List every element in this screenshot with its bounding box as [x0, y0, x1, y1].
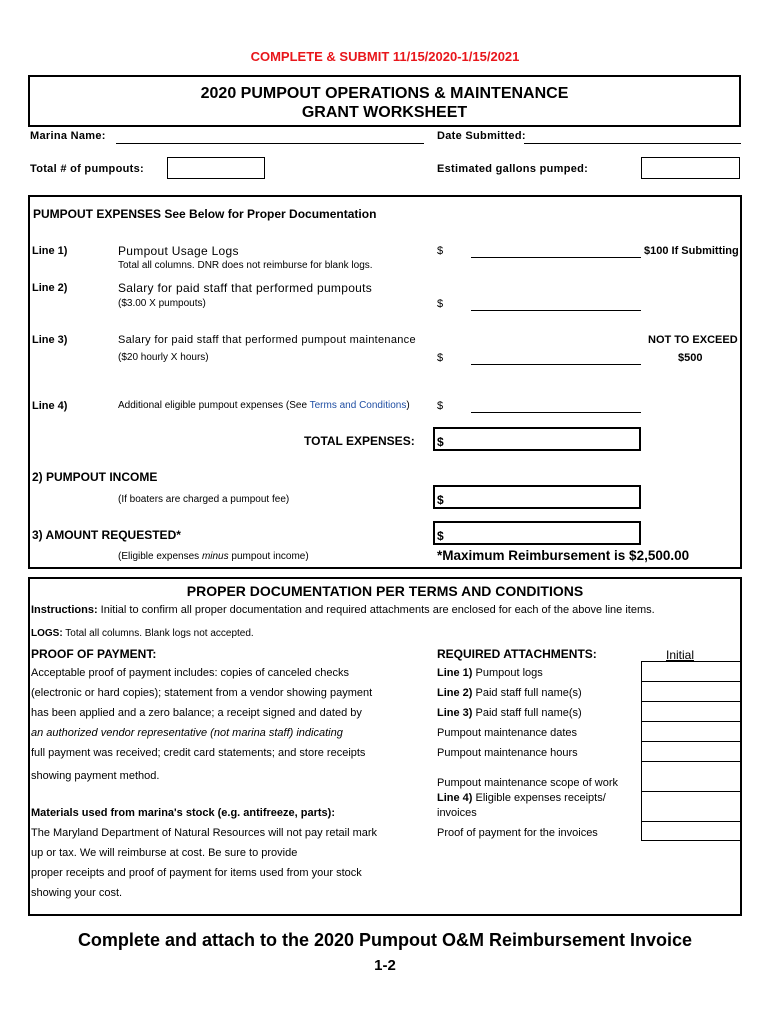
terms-link[interactable]: Terms and Conditions — [309, 400, 407, 411]
proof-line: (electronic or hard copies); statement from a vendor showing payment — [31, 687, 373, 699]
date-submitted-field[interactable] — [524, 143, 741, 144]
estimated-gallons-label: Estimated gallons pumped: — [437, 163, 589, 175]
requested-dollar: $ — [437, 529, 444, 543]
line1-dollar: $ — [437, 245, 444, 257]
initial-box-line3-scope[interactable] — [641, 761, 741, 791]
income-field[interactable] — [433, 485, 641, 509]
income-heading: 2) PUMPOUT INCOME — [32, 470, 158, 484]
line2-sub: ($3.00 X pumpouts) — [118, 298, 206, 309]
attachment-item: Pumpout maintenance dates — [437, 727, 578, 739]
materials-line: up or tax. We will reimburse at cost. Be sure to provide — [31, 847, 298, 859]
submission-banner: COMPLETE & SUBMIT 11/15/2020-1/15/2021 — [250, 49, 520, 64]
line1-sub: Total all columns. DNR does not reimburse for blank logs. — [118, 260, 373, 271]
initial-box-line3-names[interactable] — [641, 701, 741, 721]
proof-line: full payment was received; credit card statements; and store receipts — [31, 747, 366, 759]
materials-line: proper receipts and proof of payment for items used from your stock — [31, 867, 362, 879]
requested-field[interactable] — [433, 521, 641, 545]
line1-desc: Pumpout Usage Logs — [118, 244, 239, 258]
instructions: Instructions: Initial to confirm all proper documentation and required attachments are enclosed for each of the above line items. — [31, 604, 655, 616]
proof-line: an authorized vendor representative (not marina staff) indicating — [31, 727, 343, 739]
page-number: 1-2 — [374, 957, 396, 974]
line2-amount-field[interactable] — [471, 310, 641, 311]
line3-sub: ($20 hourly X hours) — [118, 352, 209, 363]
total-pumpouts-label: Total # of pumpouts: — [30, 163, 144, 175]
proof-line: Acceptable proof of payment includes: copies of canceled checks — [31, 667, 349, 679]
income-dollar: $ — [437, 493, 444, 507]
page-title: 2020 PUMPOUT OPERATIONS & MAINTENANCE — [200, 85, 569, 102]
page-subtitle: GRANT WORKSHEET — [301, 104, 468, 121]
attachment-item: Pumpout maintenance scope of work — [437, 777, 618, 789]
requested-sub: (Eligible expenses minus pumpout income) — [118, 551, 309, 562]
attachment-item: Line 2) Paid staff full name(s) — [437, 687, 582, 699]
initial-box-line1[interactable] — [641, 661, 741, 681]
initial-box-line4-proof[interactable] — [641, 821, 741, 841]
attachment-item: Line 3) Paid staff full name(s) — [437, 707, 582, 719]
attachment-item: Line 1) Pumpout logs — [437, 667, 543, 679]
attachment-item: Pumpout maintenance hours — [437, 747, 578, 759]
documentation-heading: PROPER DOCUMENTATION PER TERMS AND CONDITIONS — [186, 583, 584, 599]
line3-note-limit: $500 — [678, 352, 703, 364]
line3-dollar: $ — [437, 352, 444, 364]
line2-desc: Salary for paid staff that performed pumpouts — [118, 281, 373, 295]
line4-label: Line 4) — [32, 400, 68, 412]
attachment-item: Line 4) Eligible expenses receipts/ — [437, 792, 606, 804]
attachment-item: Proof of payment for the invoices — [437, 827, 598, 839]
line2-label: Line 2) — [32, 282, 68, 294]
income-sub: (If boaters are charged a pumpout fee) — [118, 494, 290, 505]
requested-heading: 3) AMOUNT REQUESTED* — [32, 528, 181, 542]
estimated-gallons-field[interactable] — [641, 157, 740, 179]
line4-amount-field[interactable] — [471, 412, 641, 413]
line3-note-not-to-exceed: NOT TO EXCEED — [648, 334, 738, 346]
total-expenses-dollar: $ — [437, 435, 444, 449]
expenses-heading: PUMPOUT EXPENSES See Below for Proper Documentation — [33, 207, 377, 221]
line3-amount-field[interactable] — [471, 364, 641, 365]
line1-label: Line 1) — [32, 245, 68, 257]
title-box — [28, 75, 741, 127]
materials-heading: Materials used from marina's stock (e.g. antifreeze, parts): — [31, 807, 335, 819]
initial-box-line2[interactable] — [641, 681, 741, 701]
total-pumpouts-field[interactable] — [167, 157, 265, 179]
line4-dollar: $ — [437, 400, 444, 412]
date-submitted-label: Date Submitted: — [437, 130, 526, 142]
attachments-heading: REQUIRED ATTACHMENTS: — [437, 647, 597, 661]
initial-box-line3-dates[interactable] — [641, 721, 741, 741]
total-expenses-field[interactable] — [433, 427, 641, 451]
materials-line: showing your cost. — [31, 887, 123, 899]
proof-line: showing payment method. — [31, 770, 160, 782]
max-reimbursement-note: *Maximum Reimbursement is $2,500.00 — [437, 548, 690, 563]
initial-box-line3-hours[interactable] — [641, 741, 741, 761]
line2-dollar: $ — [437, 298, 444, 310]
initial-box-line4-receipts[interactable] — [641, 791, 741, 821]
line3-desc: Salary for paid staff that performed pumpout maintenance — [118, 334, 416, 346]
proof-heading: PROOF OF PAYMENT: — [31, 647, 157, 661]
marina-name-label: Marina Name: — [30, 130, 106, 142]
line4-desc: Additional eligible pumpout expenses (See Terms and Conditions) — [118, 400, 410, 411]
attachment-item: invoices — [437, 807, 477, 819]
proof-line: has been applied and a zero balance; a receipt signed and dated by — [31, 707, 362, 719]
initial-label: Initial — [666, 648, 695, 662]
marina-name-field[interactable] — [116, 143, 424, 144]
line3-label: Line 3) — [32, 334, 68, 346]
line1-amount-field[interactable] — [471, 257, 641, 258]
footer-title: Complete and attach to the 2020 Pumpout O&M Reimbursement Invoice — [77, 930, 693, 950]
logs-note: LOGS: Total all columns. Blank logs not accepted. — [31, 628, 254, 639]
materials-line: The Maryland Department of Natural Resources will not pay retail mark — [31, 827, 378, 839]
line1-note: $100 If Submitting — [644, 245, 739, 257]
total-expenses-label: TOTAL EXPENSES: — [304, 434, 415, 448]
